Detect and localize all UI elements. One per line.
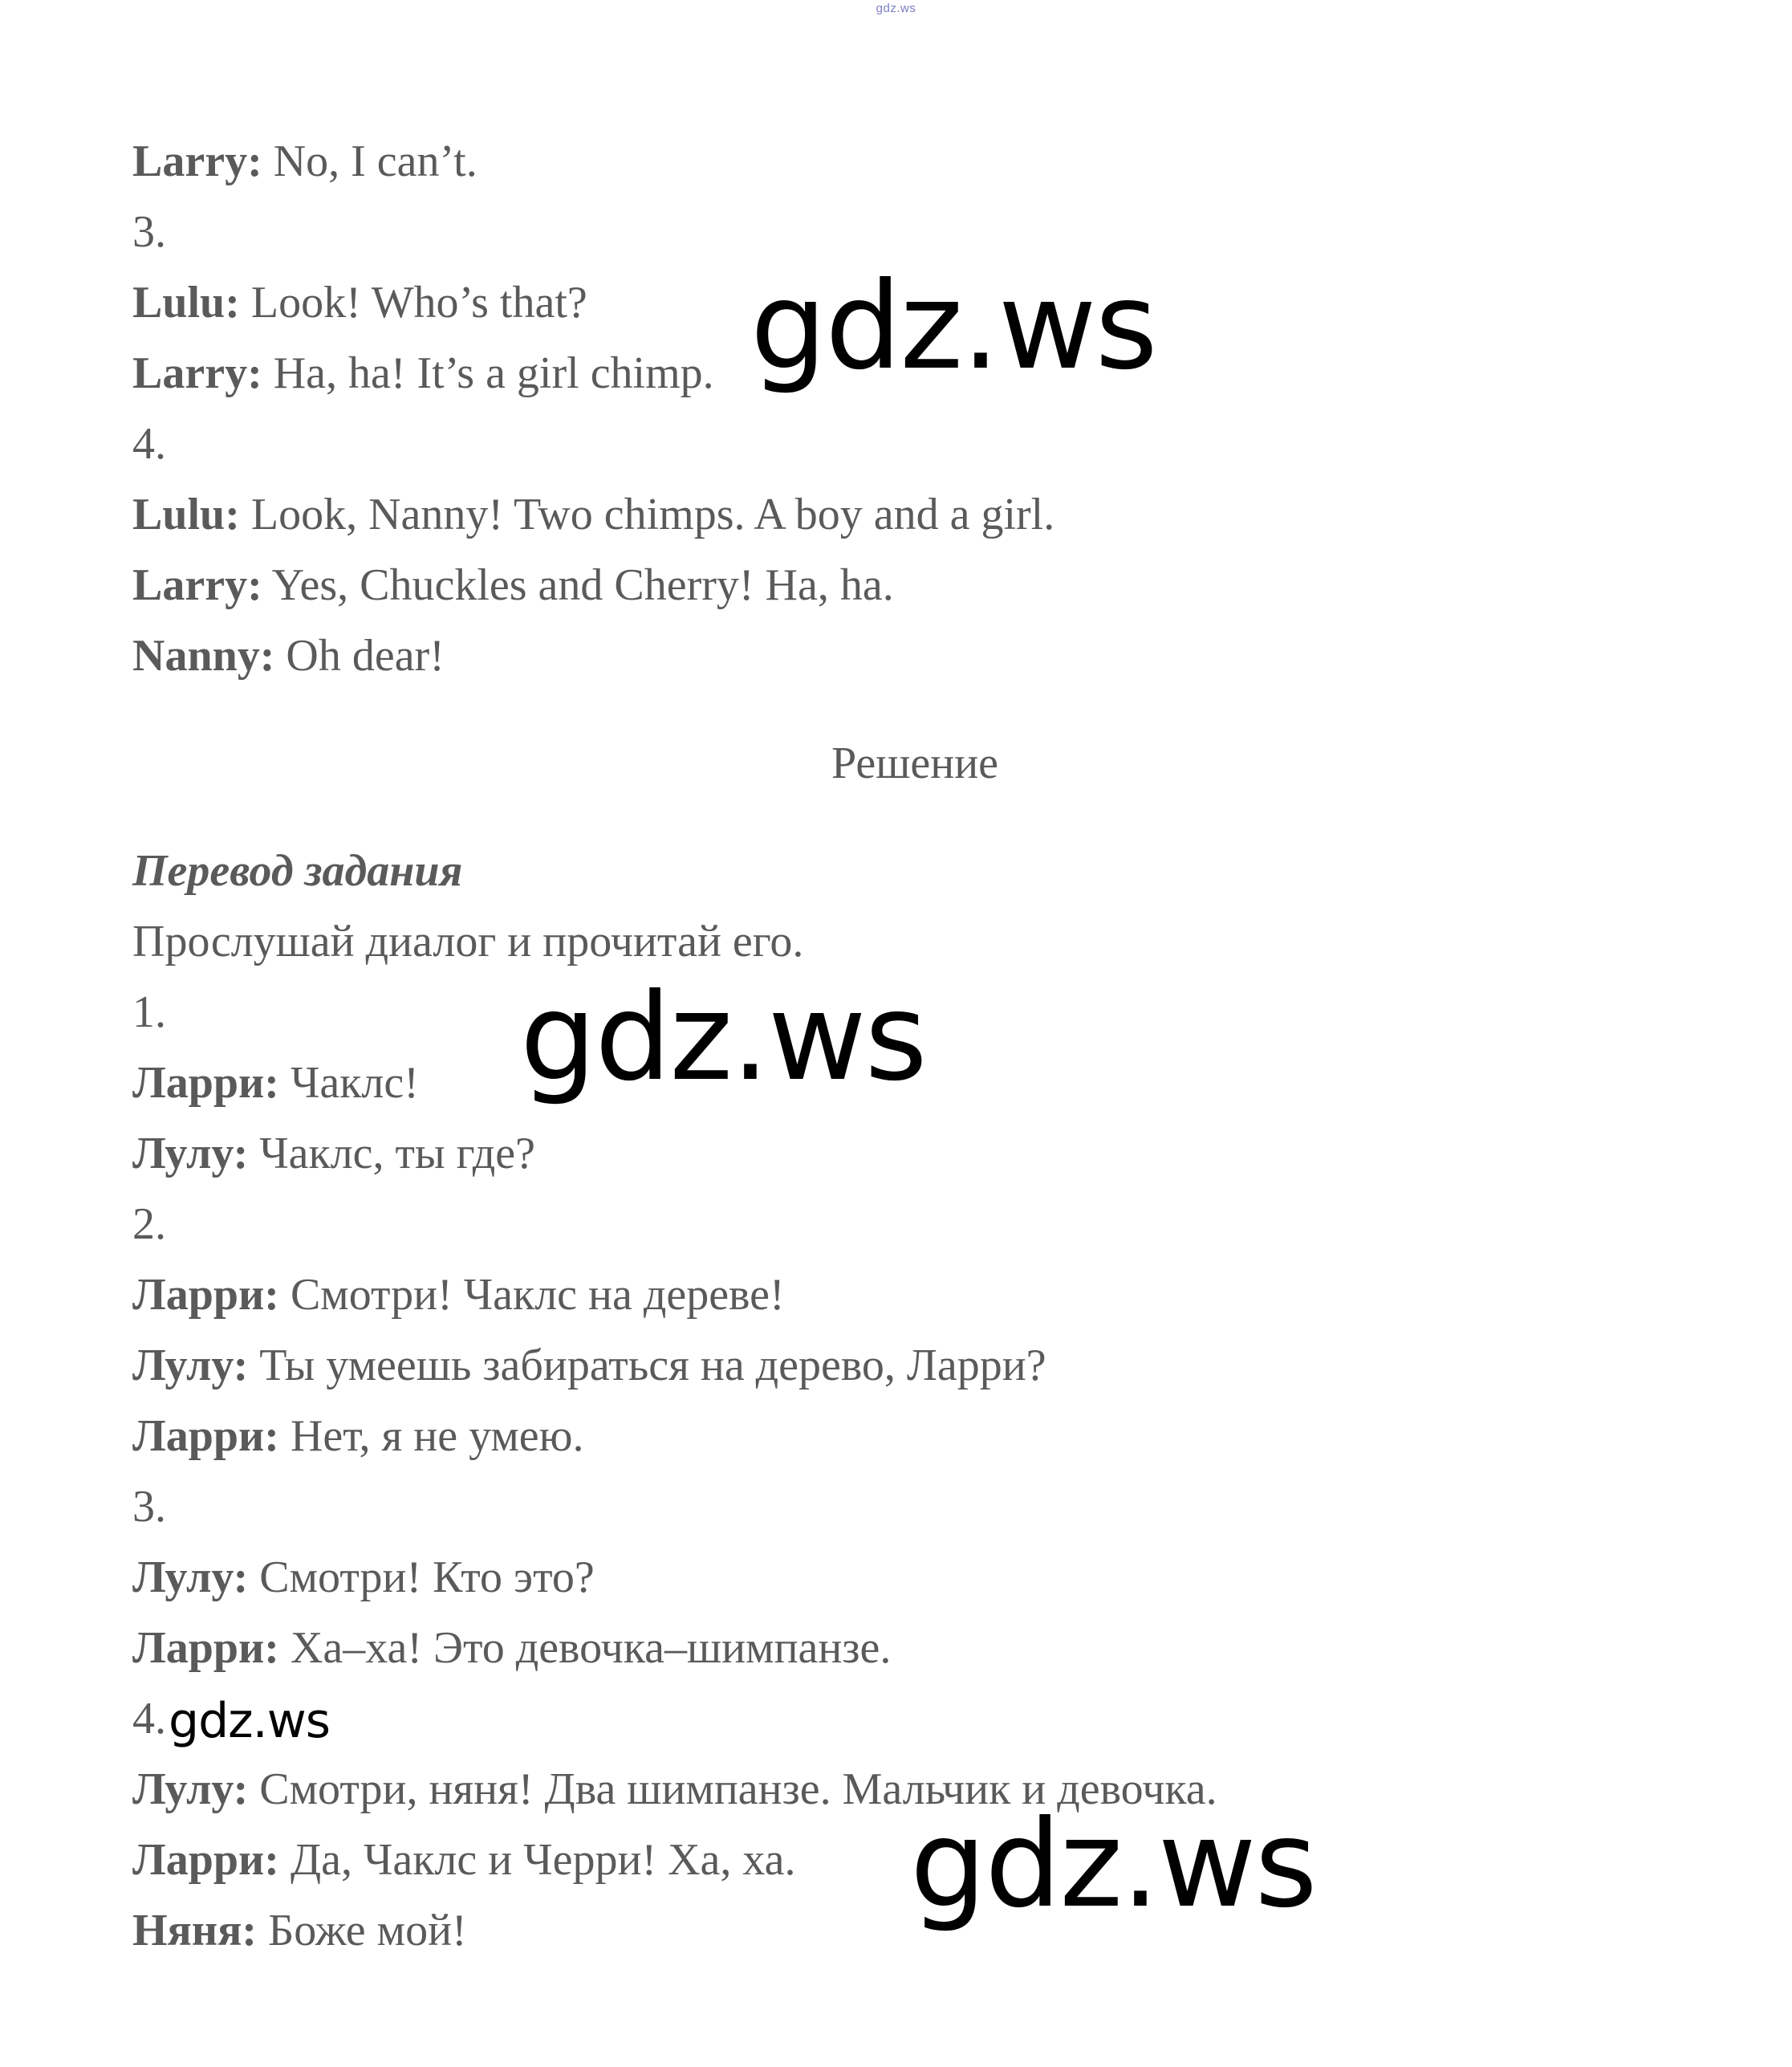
dialogue-line — [132, 347, 714, 400]
speaker-name: Nanny: — [132, 631, 275, 681]
scene-number: 1. — [132, 987, 166, 1037]
translation-title: Перевод задания — [132, 846, 463, 896]
scene-number: 2. — [132, 1199, 166, 1249]
speaker-name: Няня: — [132, 1906, 258, 1955]
dialogue-line — [132, 1127, 535, 1180]
line-text: Чаклс! — [278, 1058, 419, 1108]
watermark: gdz.ws — [750, 257, 1156, 397]
dialogue-line — [132, 1833, 796, 1886]
dialogue-line — [132, 276, 587, 329]
line-text: Ha, ha! It’s a girl chimp. — [262, 348, 714, 398]
watermark: gdz.ws — [910, 1795, 1316, 1935]
line-text: Да, Чаклс и Черри! Ха, ха. — [278, 1835, 796, 1885]
dialogue-line — [132, 559, 894, 612]
dialogue-line — [132, 1551, 595, 1604]
speaker-name: Ларри: — [132, 1411, 279, 1461]
dialogue-line — [132, 1904, 467, 1957]
top-watermark: gdz.ws — [876, 2, 916, 15]
line-text: Yes, Chuckles and Cherry! Ha, ha. — [262, 560, 894, 610]
instruction-text: Прослушай диалог и прочитай его. — [132, 917, 804, 966]
scene-number: 3. — [132, 207, 166, 257]
line-text: Чаклс, ты где? — [248, 1129, 536, 1178]
scene-number: 4. — [132, 419, 166, 469]
speaker-name: Larry: — [132, 136, 262, 186]
scene-number: 4. — [132, 1694, 166, 1744]
dialogue-line — [132, 1410, 583, 1463]
speaker-name: Лулу: — [132, 1552, 249, 1602]
speaker-name: Лулу: — [132, 1764, 249, 1814]
line-text: Oh dear! — [274, 631, 445, 681]
speaker-name: Ларри: — [132, 1058, 279, 1108]
line-text: No, I can’t. — [262, 136, 477, 186]
line-text: Нет, я не умею. — [278, 1411, 584, 1461]
dialogue-line — [132, 1056, 419, 1109]
speaker-name: Ларри: — [132, 1835, 279, 1885]
watermark: gdz.ws — [169, 1693, 331, 1749]
line-text: Look! Who’s that? — [239, 278, 587, 328]
line-text: Ты умеешь забираться на дерево, Ларри? — [248, 1341, 1046, 1390]
dialogue-line — [132, 135, 477, 188]
speaker-name: Lulu: — [132, 278, 240, 328]
line-text: Смотри! Чаклс на дереве! — [278, 1270, 785, 1320]
dialogue-line — [132, 1268, 785, 1321]
watermark: gdz.ws — [520, 968, 926, 1108]
line-text: Смотри! Кто это? — [248, 1552, 595, 1602]
speaker-name: Ларри: — [132, 1270, 279, 1320]
speaker-name: Lulu: — [132, 490, 240, 539]
solution-heading: Решение — [831, 739, 999, 788]
speaker-name: Лулу: — [132, 1129, 249, 1178]
scene-number: 3. — [132, 1482, 166, 1532]
speaker-name: Лулу: — [132, 1341, 249, 1390]
dialogue-line — [132, 1621, 891, 1674]
dialogue-line — [132, 629, 445, 682]
line-text: Смотри, няня! Два шимпанзе. Мальчик и девочка. — [248, 1764, 1217, 1814]
dialogue-line — [132, 488, 1054, 541]
speaker-name: Larry: — [132, 348, 262, 398]
line-text: Боже мой! — [257, 1906, 467, 1955]
line-text: Look, Nanny! Two chimps. A boy and a girl. — [239, 490, 1055, 539]
line-text: Ха–ха! Это девочка–шимпанзе. — [278, 1623, 892, 1673]
speaker-name: Larry: — [132, 560, 262, 610]
dialogue-line — [132, 1339, 1046, 1392]
speaker-name: Ларри: — [132, 1623, 279, 1673]
